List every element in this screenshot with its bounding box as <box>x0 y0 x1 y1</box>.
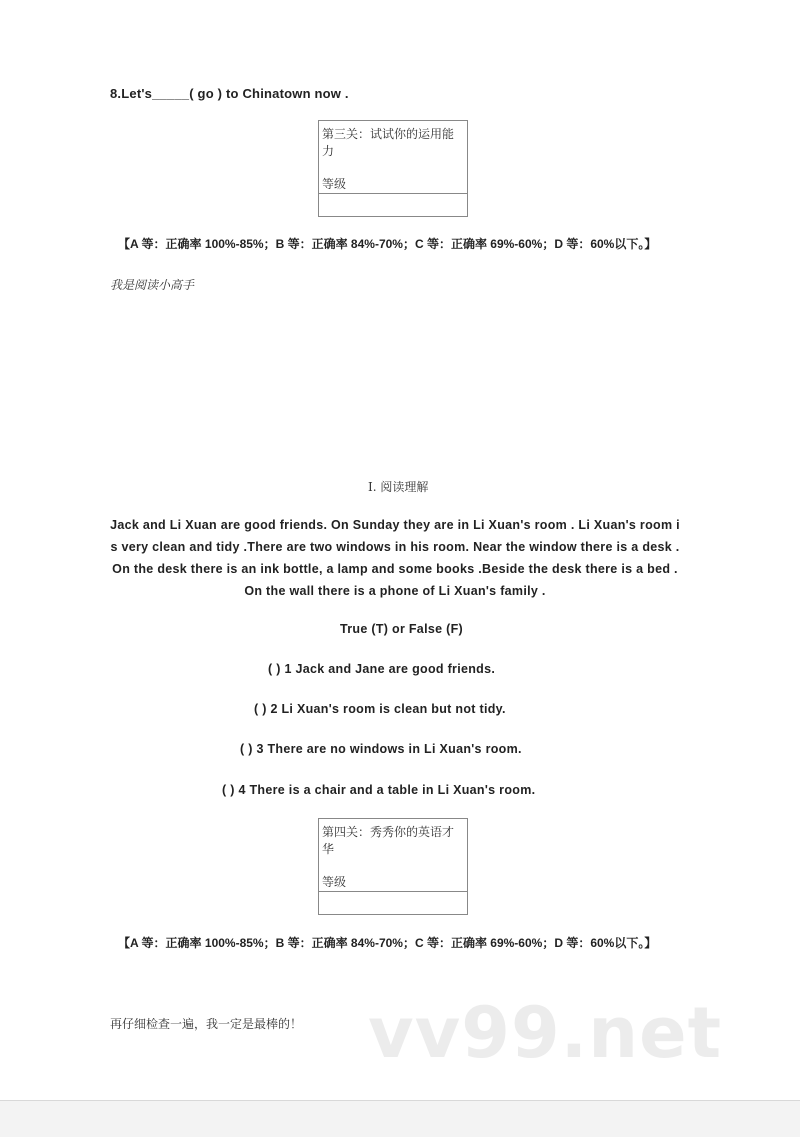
section-heading: Ⅰ. 阅读理解 <box>368 480 429 494</box>
reading-passage: Jack and Li Xuan are good friends. On Sunday they are in Li Xuan's room . Li Xuan's room is very clean and tidy .There are two windows in his room. Near the window there is a desk . On the desk there is an ink bottle, a lamp and some books .Beside the desk there is a bed .On the wall there is a phone of Li Xuan's family . <box>110 518 680 598</box>
tf-item-1: ( ) 1 Jack and Jane are good friends. <box>268 662 496 676</box>
watermark: vv99.net <box>368 992 723 1074</box>
closing-note: 再仔细检查一遍，我一定是最棒的！ <box>110 1017 303 1031</box>
level4-grade-box <box>318 818 468 915</box>
question-8: 8.Let's_____( go ) to Chinatown now . <box>110 86 349 101</box>
tf-item-3: ( ) 3 There are no windows in Li Xuan's room. <box>240 742 522 756</box>
level3-grade-value <box>319 193 467 216</box>
level3-grade-box <box>318 120 468 217</box>
level4-grade-value <box>319 891 467 914</box>
tf-item-4: ( ) 4 There is a chair and a table in Li Xuan's room. <box>222 783 536 797</box>
grading-criteria: 【A 等：正确率 100%-85%；B 等：正确率 84%-70%；C 等：正确率 69%-60%；D 等：60%以下。】 <box>118 237 657 251</box>
reading-subtitle: 我是阅读小高手 <box>110 278 195 292</box>
level3-grade-label: 等级 <box>322 177 347 191</box>
grading-criteria-2: 【A 等：正确率 100%-85%；B 等：正确率 84%-70%；C 等：正确率 69%-60%；D 等：60%以下。】 <box>118 936 657 950</box>
level4-grade-label: 等级 <box>322 875 347 889</box>
tf-item-2: ( ) 2 Li Xuan's room is clean but not tidy. <box>254 702 506 716</box>
level4-title: 第四关：秀秀你的英语才华 <box>322 825 455 856</box>
level3-title: 第三关：试试你的运用能力 <box>322 127 455 158</box>
true-false-heading: True (T) or False (F) <box>340 622 463 636</box>
